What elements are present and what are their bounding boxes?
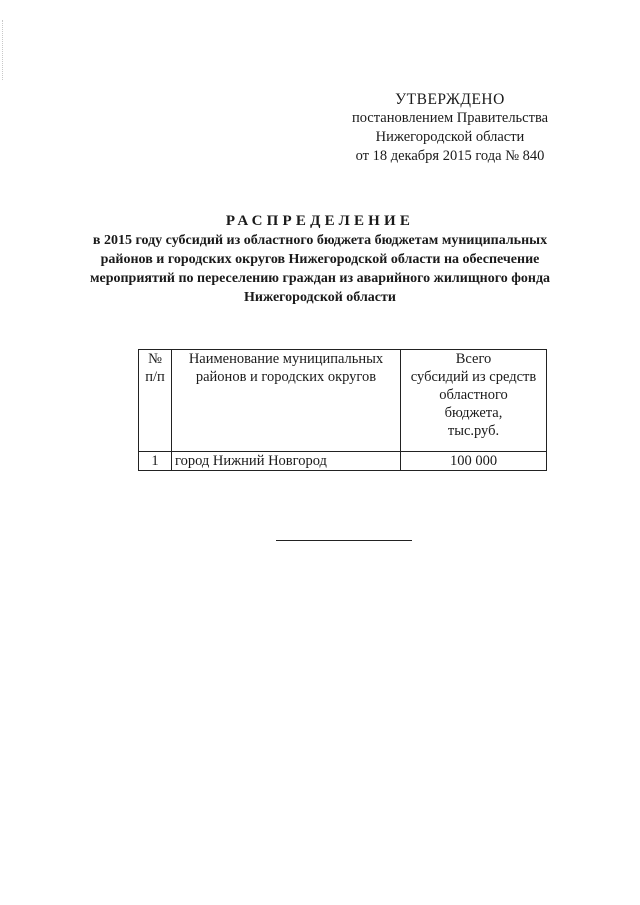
approval-stamp [310, 90, 590, 166]
header-sum [401, 350, 547, 452]
title-subtitle-line: в 2015 году субсидий из областного бюджета бюджетам муниципальных [92, 233, 548, 248]
header-sum-line: бюджета, [444, 405, 503, 421]
document-title [60, 211, 580, 307]
header-sum-line: Всего [455, 351, 492, 367]
header-number [139, 350, 172, 452]
title-heading: РАСПРЕДЕЛЕНИЕ [225, 213, 415, 229]
title-subtitle-line: Нижегородской области [244, 290, 396, 305]
header-number-symbol: № [148, 351, 162, 367]
closing-rule [276, 540, 412, 541]
table-row [139, 452, 547, 471]
header-sum-line: субсидий из средств [410, 369, 537, 385]
approval-title: УТВЕРЖДЕНО [395, 91, 505, 108]
header-number-abbr: п/п [145, 369, 165, 385]
row-municipality: город Нижний Новгород [172, 452, 401, 471]
header-name-line: районов и городских округов [195, 369, 377, 385]
approval-issuer: постановлением Правительства [351, 110, 549, 126]
distribution-table [138, 349, 547, 471]
title-subtitle-line: мероприятий по переселению граждан из аварийного жилищного фонда [89, 271, 551, 286]
header-sum-line: областного [439, 387, 508, 403]
approval-date: от 18 декабря 2015 года № 840 [355, 148, 545, 164]
row-sum: 100 000 [401, 452, 547, 471]
header-sum-line: тыс.руб. [447, 423, 500, 439]
approval-region: Нижегородской области [375, 129, 525, 145]
title-subtitle-line: районов и городских округов Нижегородской области на обеспечение [100, 252, 540, 267]
header-name [172, 350, 401, 452]
scan-artifact [2, 20, 4, 80]
table-header-row [139, 350, 547, 452]
header-name-line: Наименование муниципальных [188, 351, 384, 367]
row-number: 1 [139, 452, 172, 471]
